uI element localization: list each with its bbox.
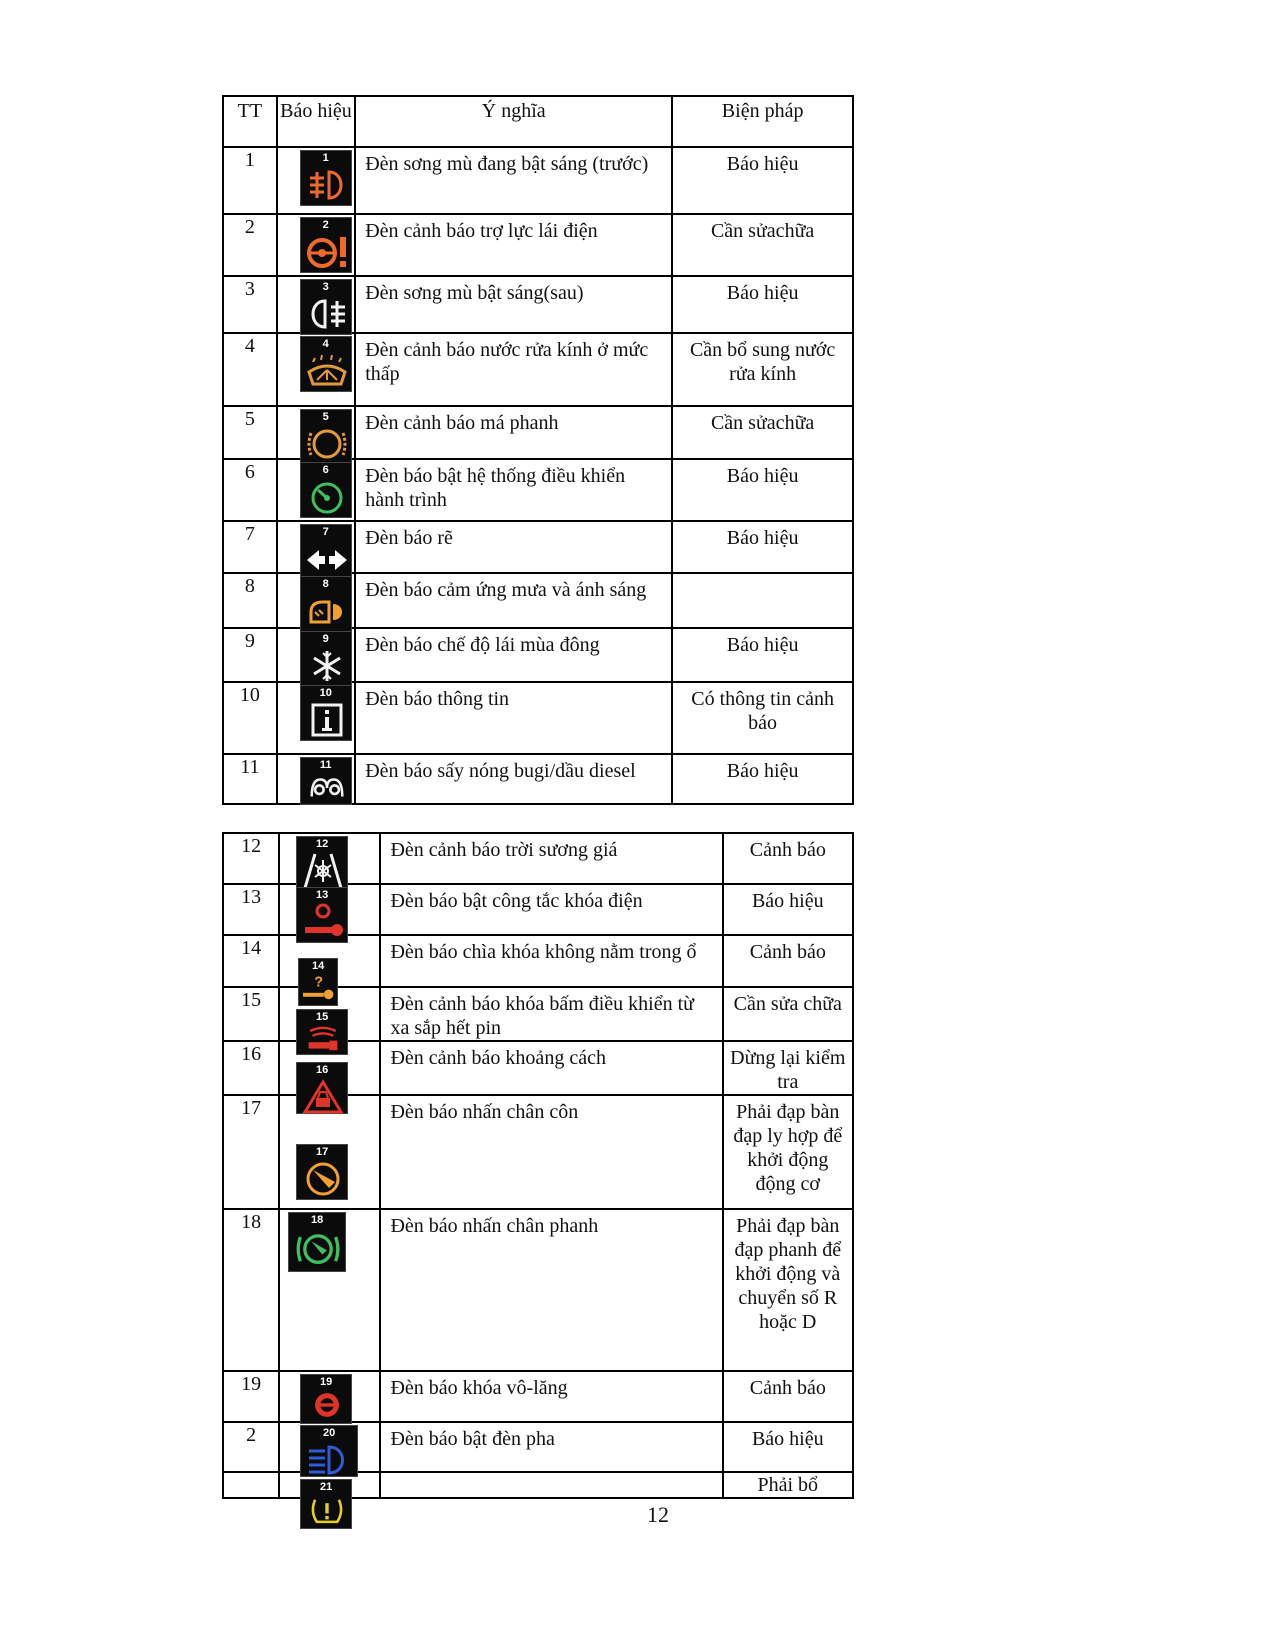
row-number: 15 (223, 987, 279, 1041)
table-row (223, 521, 853, 573)
table-row (223, 833, 853, 884)
meaning-text: Đèn báo chìa khóa không nằm trong ổ (380, 935, 722, 987)
table-row (223, 1209, 853, 1371)
measure-text: Dừng lại kiểm tra (723, 1041, 853, 1095)
meaning-text: Đèn cảnh báo má phanh (355, 406, 672, 459)
row-number: 10 (223, 682, 277, 754)
row-number: 9 (223, 628, 277, 682)
brake-pedal-icon: 18 (288, 1212, 346, 1272)
meaning-text: Đèn sơng mù đang bật sáng (trước) (355, 147, 672, 214)
row-number: 7 (223, 521, 277, 573)
meaning-text: Đèn báo bật đèn pha (380, 1422, 722, 1472)
table-row (223, 935, 853, 987)
row-number (223, 1472, 279, 1498)
meaning-text: Đèn báo chế độ lái mùa đông (355, 628, 672, 682)
measure-text: Cảnh báo (723, 1371, 853, 1422)
cruise-control-icon: 6 (300, 462, 352, 518)
tire-pressure-icon: 21 (300, 1479, 352, 1529)
row-number: 6 (223, 459, 277, 521)
measure-text: Cần bổ sung nước rửa kính (672, 333, 853, 406)
table-row (223, 884, 853, 935)
meaning-text: Đèn báo nhấn chân phanh (380, 1209, 722, 1371)
table-row (223, 1095, 853, 1209)
meaning-text: Đèn sơng mù bật sáng(sau) (355, 276, 672, 333)
warning-lights-table-1 (222, 95, 854, 805)
table-row (223, 754, 853, 804)
measure-text (672, 573, 853, 628)
measure-text: Báo hiệu (672, 521, 853, 573)
table-row (223, 1422, 853, 1472)
measure-text: Phải đạp bàn đạp ly hợp để khởi động động cơ (723, 1095, 853, 1209)
measure-text: Cần sửa chữa (723, 987, 853, 1041)
row-number: 1 (223, 147, 277, 214)
brake-pad-icon: 5 (300, 409, 352, 465)
measure-text: Báo hiệu (672, 754, 853, 804)
steering-lock-icon: 19 (300, 1374, 352, 1424)
table-row (223, 987, 853, 1041)
meaning-text: Đèn báo cảm ứng mưa và ánh sáng (355, 573, 672, 628)
table-row (223, 682, 853, 754)
measure-text: Báo hiệu (672, 147, 853, 214)
measure-text: Phải bổ (723, 1472, 853, 1498)
row-number: 14 (223, 935, 279, 987)
turn-signal-icon: 7 (300, 524, 352, 580)
rain-light-sensor-icon: 8 (300, 576, 352, 632)
measure-text: Cần sửachữa (672, 406, 853, 459)
svg-text:?: ? (314, 974, 324, 991)
header-meaning: Ý nghĩa (355, 96, 672, 147)
table-row (223, 214, 853, 276)
row-number: 8 (223, 573, 277, 628)
meaning-text (380, 1472, 722, 1498)
meaning-text: Đèn báo khóa vô-lăng (380, 1371, 722, 1422)
key-battery-low-icon: 15 (296, 1009, 348, 1055)
meaning-text: Đèn cảnh báo trợ lực lái điện (355, 214, 672, 276)
table-row (223, 147, 853, 214)
meaning-text: Đèn báo rẽ (355, 521, 672, 573)
header-measure: Biện pháp (672, 96, 853, 147)
row-number: 17 (223, 1095, 279, 1209)
row-number: 16 (223, 1041, 279, 1095)
row-number: 4 (223, 333, 277, 406)
measure-text: Cần sửachữa (672, 214, 853, 276)
row-number: 13 (223, 884, 279, 935)
table-row (223, 1371, 853, 1422)
key-not-in-ignition-icon: 14 ? (298, 958, 338, 1006)
meaning-text: Đèn cảnh báo khoảng cách (380, 1041, 722, 1095)
row-number: 2 (223, 1422, 279, 1472)
power-steering-warning-icon: 2 (300, 217, 352, 273)
glow-plug-icon: 11 (300, 757, 352, 805)
winter-mode-icon: 9 (300, 631, 352, 687)
row-number: 3 (223, 276, 277, 333)
measure-text: Có thông tin cảnh báo (672, 682, 853, 754)
info-icon: 10 (300, 685, 352, 741)
frost-warning-icon: 12 (296, 836, 348, 892)
header-tt: TT (223, 96, 277, 147)
table-row (223, 276, 853, 333)
table-row (223, 1472, 853, 1498)
header-signal: Báo hiệu (277, 96, 355, 147)
table-row (223, 573, 853, 628)
warning-lights-table-2 (222, 832, 854, 1499)
row-number: 11 (223, 754, 277, 804)
table-row (223, 459, 853, 521)
row-number: 5 (223, 406, 277, 459)
measure-text: Báo hiệu (723, 884, 853, 935)
table-row (223, 1041, 853, 1095)
distance-warning-icon: 16 (296, 1062, 348, 1114)
rear-fog-light-icon: 3 (300, 279, 352, 335)
table-row (223, 628, 853, 682)
measure-text: Cảnh báo (723, 833, 853, 884)
washer-fluid-icon: 4 (300, 336, 352, 392)
meaning-text: Đèn cảnh báo khóa bấm điều khiển từ xa sắp hết pin (380, 987, 722, 1041)
meaning-text: Đèn báo nhấn chân côn (380, 1095, 722, 1209)
ignition-key-icon: 13 (296, 887, 348, 943)
meaning-text: Đèn cảnh báo trời sương giá (380, 833, 722, 884)
table-row (223, 406, 853, 459)
meaning-text: Đèn báo bật hệ thống điều khiển hành trình (355, 459, 672, 521)
page-number: 12 (647, 1502, 669, 1527)
measure-text: Cảnh báo (723, 935, 853, 987)
meaning-text: Đèn báo bật công tắc khóa điện (380, 884, 722, 935)
measure-text: Phải đạp bàn đạp phanh để khởi động và chuyển số R hoặc D (723, 1209, 853, 1371)
meaning-text: Đèn báo thông tin (355, 682, 672, 754)
row-number: 2 (223, 214, 277, 276)
measure-text: Báo hiệu (672, 628, 853, 682)
high-beam-icon: 20 (300, 1425, 358, 1477)
clutch-pedal-icon: 17 (296, 1144, 348, 1200)
meaning-text: Đèn cảnh báo nước rửa kính ở mức thấp (355, 333, 672, 406)
measure-text: Báo hiệu (672, 459, 853, 521)
row-number: 12 (223, 833, 279, 884)
row-number: 19 (223, 1371, 279, 1422)
table-row (223, 333, 853, 406)
measure-text: Báo hiệu (723, 1422, 853, 1472)
front-fog-light-icon: 1 (300, 150, 352, 206)
meaning-text: Đèn báo sấy nóng bugi/dầu diesel (355, 754, 672, 804)
row-number: 18 (223, 1209, 279, 1371)
measure-text: Báo hiệu (672, 276, 853, 333)
